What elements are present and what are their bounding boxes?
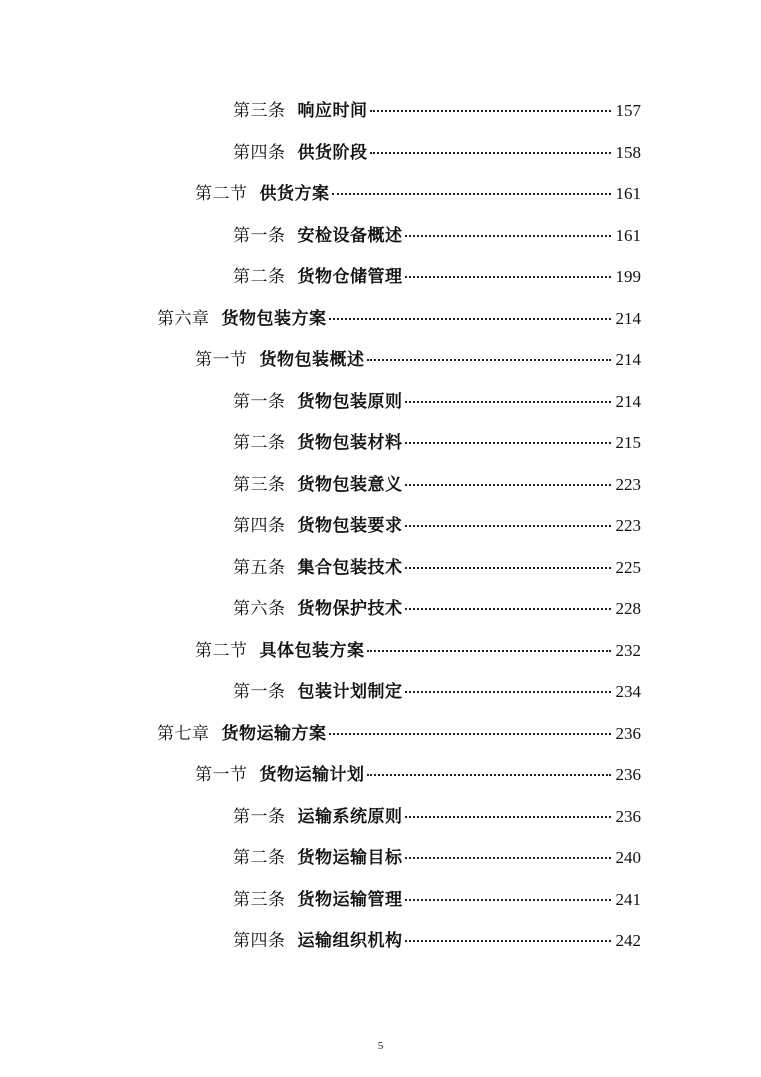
toc-entry-title: 货物包装意义 bbox=[297, 474, 403, 495]
toc-dot-leader bbox=[405, 857, 612, 859]
toc-dot-leader bbox=[332, 193, 612, 195]
toc-dot-leader bbox=[405, 235, 612, 237]
toc-entry-page-number: 161 bbox=[615, 184, 641, 203]
toc-entry-title: 货物包装材料 bbox=[297, 433, 403, 453]
toc-entry-page-number: 241 bbox=[615, 889, 641, 909]
toc-entry-label: 第一条 bbox=[233, 806, 286, 827]
toc-entry-title: 包装计划制定 bbox=[297, 682, 403, 702]
toc-entry-page-number: 232 bbox=[615, 640, 641, 660]
toc-entry-title: 货物保护技术 bbox=[297, 599, 403, 619]
toc-entry-page-number: 199 bbox=[615, 267, 641, 286]
toc-entry[interactable] bbox=[0, 381, 761, 423]
toc-entry-page-number: 214 bbox=[615, 391, 641, 411]
table-of-contents bbox=[0, 90, 761, 962]
toc-entry-label: 第五条 bbox=[233, 557, 286, 578]
toc-entry-title: 供货阶段 bbox=[297, 142, 368, 163]
toc-entry-title: 货物包装概述 bbox=[259, 350, 365, 370]
toc-entry[interactable] bbox=[0, 920, 761, 962]
toc-dot-leader bbox=[329, 318, 612, 320]
toc-entry-title: 供货方案 bbox=[259, 184, 330, 204]
toc-dot-leader bbox=[405, 276, 612, 278]
toc-dot-leader bbox=[370, 110, 612, 112]
toc-entry[interactable] bbox=[0, 173, 761, 215]
toc-entry-label: 第一条 bbox=[233, 682, 286, 702]
toc-entry-page-number: 240 bbox=[615, 848, 641, 867]
toc-entry-label: 第四条 bbox=[233, 931, 286, 951]
toc-dot-leader bbox=[405, 525, 612, 527]
toc-entry[interactable] bbox=[0, 671, 761, 713]
toc-entry-page-number: 223 bbox=[615, 474, 641, 494]
page-number: 5 bbox=[377, 1040, 384, 1052]
toc-dot-leader bbox=[329, 733, 612, 735]
toc-entry[interactable] bbox=[0, 422, 761, 464]
toc-entry-label: 第三条 bbox=[233, 889, 286, 910]
toc-entry[interactable] bbox=[0, 256, 761, 298]
toc-dot-leader bbox=[367, 359, 612, 361]
toc-entry-page-number: 225 bbox=[615, 557, 641, 577]
toc-entry-title: 货物运输方案 bbox=[221, 723, 327, 744]
toc-entry-label: 第三条 bbox=[233, 474, 286, 495]
toc-entry-title: 响应时间 bbox=[297, 101, 368, 121]
toc-entry-label: 第七章 bbox=[157, 723, 210, 744]
toc-entry-label: 第一条 bbox=[233, 391, 286, 412]
toc-entry-label: 第六章 bbox=[157, 308, 210, 329]
toc-entry[interactable] bbox=[0, 215, 761, 257]
toc-entry-label: 第二条 bbox=[233, 848, 286, 868]
toc-entry-page-number: 161 bbox=[615, 225, 641, 245]
toc-entry[interactable] bbox=[0, 505, 761, 547]
toc-entry[interactable] bbox=[0, 464, 761, 506]
toc-entry-title: 货物包装方案 bbox=[221, 308, 327, 329]
toc-entry-title: 安检设备概述 bbox=[297, 225, 403, 246]
toc-dot-leader bbox=[367, 650, 612, 652]
toc-entry-label: 第四条 bbox=[233, 516, 286, 536]
toc-entry-label: 第四条 bbox=[233, 142, 286, 163]
toc-entry-page-number: 214 bbox=[615, 350, 641, 369]
toc-entry-page-number: 236 bbox=[615, 723, 641, 743]
toc-entry[interactable] bbox=[0, 879, 761, 921]
toc-dot-leader bbox=[405, 442, 612, 444]
toc-entry-title: 货物仓储管理 bbox=[297, 267, 403, 287]
toc-entry-page-number: 215 bbox=[615, 433, 641, 452]
toc-entry-title: 运输组织机构 bbox=[297, 931, 403, 951]
toc-dot-leader bbox=[405, 401, 612, 403]
toc-entry-label: 第六条 bbox=[233, 599, 286, 619]
toc-entry-title: 货物包装原则 bbox=[297, 391, 403, 412]
toc-entry[interactable] bbox=[0, 630, 761, 672]
toc-entry[interactable] bbox=[0, 132, 761, 174]
toc-entry-title: 货物运输目标 bbox=[297, 848, 403, 868]
toc-entry-title: 集合包装技术 bbox=[297, 557, 403, 578]
toc-entry-label: 第一节 bbox=[195, 350, 248, 370]
toc-entry[interactable] bbox=[0, 339, 761, 381]
toc-entry-label: 第一节 bbox=[195, 765, 248, 785]
toc-entry[interactable] bbox=[0, 547, 761, 589]
toc-entry-page-number: 228 bbox=[615, 599, 641, 618]
toc-entry[interactable] bbox=[0, 754, 761, 796]
toc-entry[interactable] bbox=[0, 588, 761, 630]
toc-dot-leader bbox=[405, 940, 612, 942]
toc-entry-title: 具体包装方案 bbox=[259, 640, 365, 661]
toc-dot-leader bbox=[405, 691, 612, 693]
toc-entry-page-number: 223 bbox=[615, 516, 641, 535]
toc-dot-leader bbox=[405, 567, 612, 569]
toc-entry-label: 第二条 bbox=[233, 267, 286, 287]
toc-entry-page-number: 234 bbox=[615, 682, 641, 701]
toc-dot-leader bbox=[370, 152, 612, 154]
toc-entry[interactable] bbox=[0, 90, 761, 132]
toc-entry-label: 第二条 bbox=[233, 433, 286, 453]
toc-entry-page-number: 242 bbox=[615, 931, 641, 950]
toc-dot-leader bbox=[405, 816, 612, 818]
toc-dot-leader bbox=[405, 484, 612, 486]
toc-entry-page-number: 157 bbox=[615, 101, 641, 120]
toc-entry[interactable] bbox=[0, 796, 761, 838]
toc-entry-page-number: 158 bbox=[615, 142, 641, 162]
toc-entry-page-number: 214 bbox=[615, 308, 641, 328]
toc-entry-title: 货物包装要求 bbox=[297, 516, 403, 536]
toc-entry-label: 第二节 bbox=[195, 184, 248, 204]
toc-dot-leader bbox=[367, 774, 612, 776]
toc-entry-page-number: 236 bbox=[615, 806, 641, 826]
toc-entry-title: 货物运输计划 bbox=[259, 765, 365, 785]
toc-entry-label: 第三条 bbox=[233, 101, 286, 121]
toc-entry[interactable] bbox=[0, 298, 761, 340]
toc-entry-label: 第二节 bbox=[195, 640, 248, 661]
toc-entry-page-number: 236 bbox=[615, 765, 641, 784]
toc-entry-title: 运输系统原则 bbox=[297, 806, 403, 827]
toc-dot-leader bbox=[405, 899, 612, 901]
toc-entry[interactable] bbox=[0, 713, 761, 755]
toc-dot-leader bbox=[405, 608, 612, 610]
toc-entry-label: 第一条 bbox=[233, 225, 286, 246]
toc-entry-title: 货物运输管理 bbox=[297, 889, 403, 910]
toc-entry[interactable] bbox=[0, 837, 761, 879]
